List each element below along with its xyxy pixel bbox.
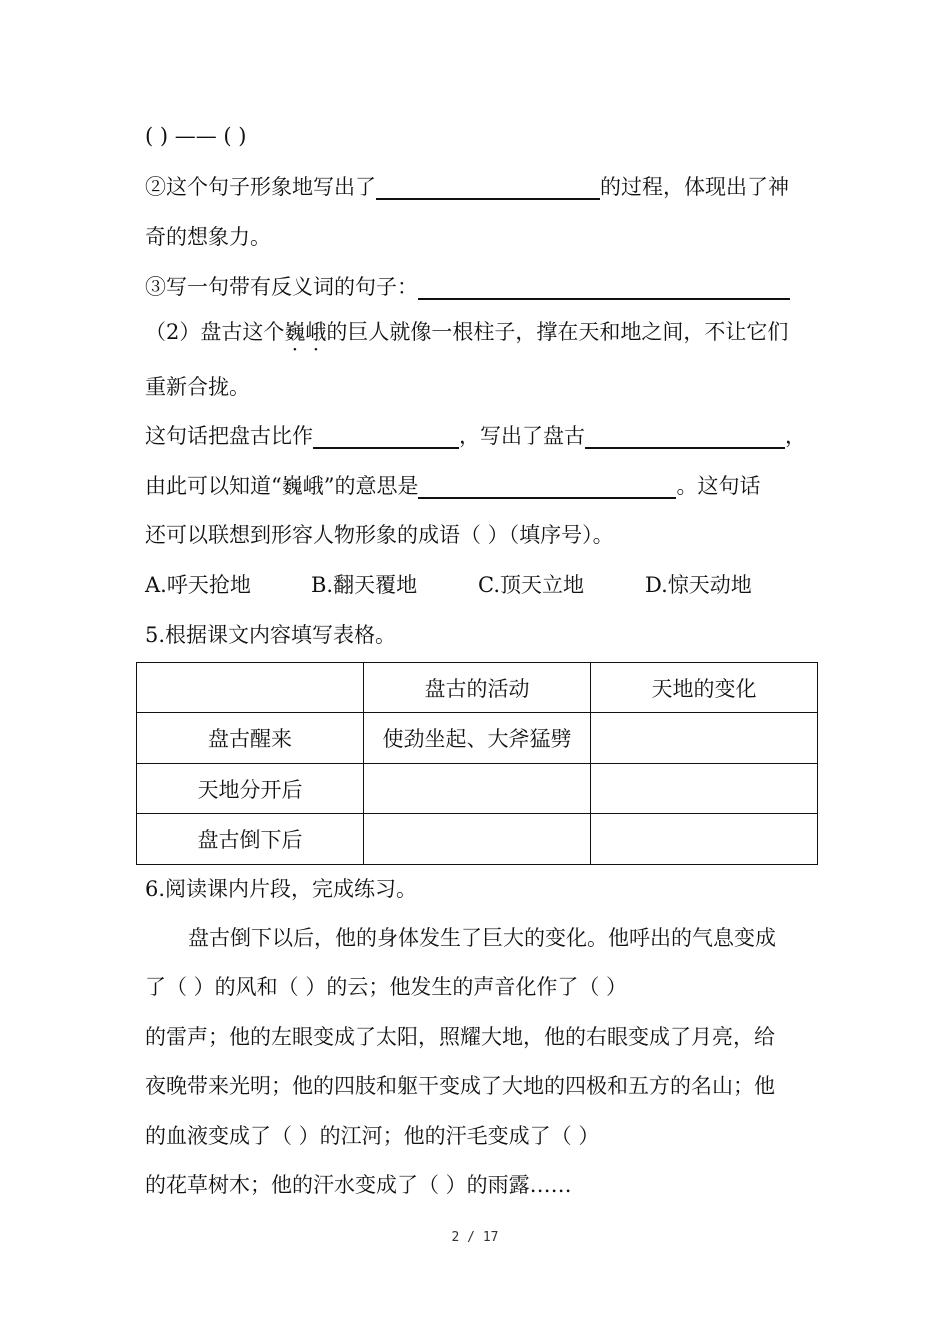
question-2-continued: 奇的想象力。 (145, 225, 271, 249)
passage-line-5: 的血液变成了（ ）的江河；他的汗毛变成了（ ） (145, 1124, 600, 1148)
metaphor-text-post: ， (785, 424, 806, 448)
emphasis-char-2: 峨 (305, 320, 327, 344)
sentence-2-line (145, 319, 788, 345)
table-cell[interactable] (364, 814, 591, 865)
question-3-line (145, 274, 790, 300)
passage-line-2: 了（ ）的风和（ ）的云；他发生的声音化作了（ ） (145, 975, 628, 999)
table-cell[interactable] (591, 814, 818, 865)
passage-line-6: 的花草树木；他的汗水变成了（ ）的雨露…… (145, 1173, 572, 1197)
passage-line-3: 的雷声；他的左眼变成了太阳，照耀大地，他的右眼变成了月亮，给 (145, 1025, 775, 1049)
table-header-cell: 天地的变化 (591, 663, 818, 713)
option-a[interactable]: A.呼天抢地 (145, 573, 251, 597)
sentence-2-continued: 重新合拢。 (145, 375, 250, 399)
option-c[interactable]: C.顶天立地 (478, 573, 584, 597)
question-2-line (145, 174, 789, 200)
q2-text-pre: ②这个句子形象地写出了 (145, 175, 376, 199)
option-d[interactable]: D.惊天动地 (645, 573, 752, 597)
meaning-question-line (145, 473, 760, 499)
idiom-question-line: 还可以联想到形容人物形象的成语（ ）（填序号）。 (145, 523, 614, 547)
page-number: 2 / 17 (451, 1230, 499, 1245)
table-row-label: 天地分开后 (137, 764, 364, 814)
meaning-blank[interactable] (418, 475, 676, 499)
table-cell[interactable] (591, 713, 818, 764)
q3-blank[interactable] (418, 276, 790, 300)
answer-parentheses-line: ( ) —— ( ) (145, 124, 247, 148)
s2-text-pre: （2）盘古这个 (145, 320, 285, 344)
meaning-text-pre: 由此可以知道“巍峨”的意思是 (145, 474, 419, 498)
emphasis-char-1: 巍 (284, 320, 306, 344)
table-cell: 使劲坐起、大斧猛劈 (364, 713, 591, 764)
question-6-title: 6.阅读课内片段，完成练习。 (145, 877, 418, 901)
q2-blank[interactable] (376, 176, 600, 200)
table-header-cell (137, 663, 364, 713)
metaphor-question-line (145, 423, 806, 449)
metaphor-blank-2[interactable] (585, 425, 785, 449)
passage-line-4: 夜晚带来光明；他的四肢和躯干变成了大地的四极和五方的名山；他 (145, 1074, 775, 1098)
table-header-cell: 盘古的活动 (364, 663, 591, 713)
q2-text-post: 的过程，体现出了神 (600, 175, 789, 199)
metaphor-blank-1[interactable] (313, 425, 459, 449)
s2-text-post: 的巨人就像一根柱子，撑在天和地之间，不让它们 (326, 320, 789, 344)
q3-text: ③写一句带有反义词的句子： (145, 275, 418, 299)
metaphor-text-pre: 这句话把盘古比作 (145, 424, 313, 448)
option-b[interactable]: B.翻天覆地 (311, 573, 418, 597)
fill-in-table (136, 662, 818, 865)
meaning-text-post: 。这句话 (676, 474, 761, 498)
table-row-label: 盘古醒来 (137, 713, 364, 764)
passage-line-1: 盘古倒下以后，他的身体发生了巨大的变化。他呼出的气息变成 (188, 926, 776, 950)
table-cell[interactable] (364, 764, 591, 814)
table-cell[interactable] (591, 764, 818, 814)
metaphor-text-mid: ，写出了盘古 (459, 424, 585, 448)
table-row-label: 盘古倒下后 (137, 814, 364, 865)
question-5-title: 5.根据课文内容填写表格。 (145, 623, 397, 647)
